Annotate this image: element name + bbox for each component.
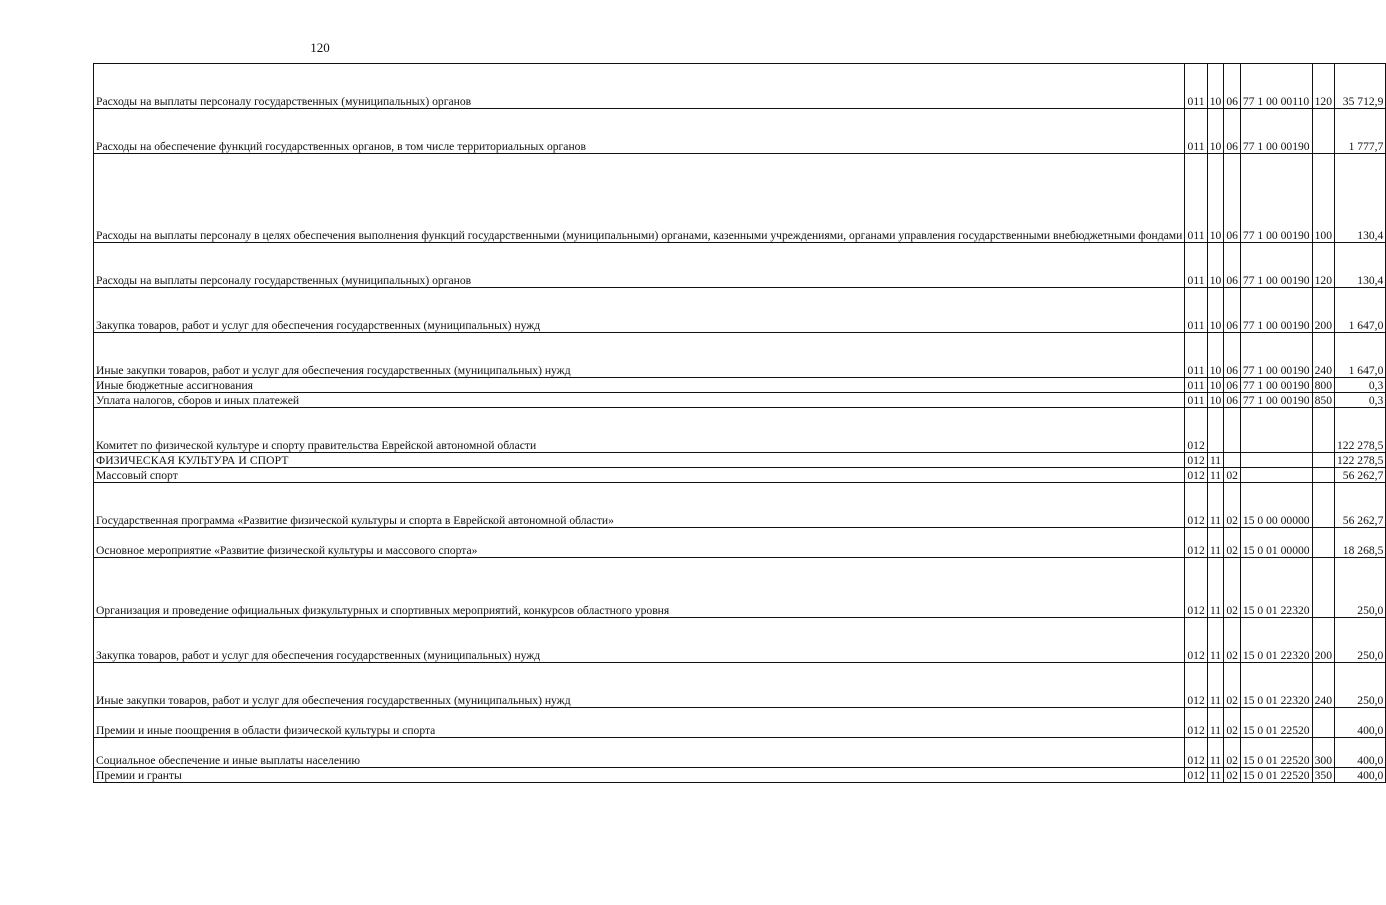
section-cell: 11: [1207, 618, 1224, 663]
section-cell: 11: [1207, 528, 1224, 558]
budget-table-body: [94, 64, 1386, 783]
expense-type-cell: [1312, 453, 1334, 468]
expense-type-cell: 120: [1312, 243, 1334, 288]
target-article-cell: [1240, 468, 1312, 483]
ved-cell: 011: [1185, 109, 1207, 154]
table-row: [94, 109, 1386, 154]
table-row: [94, 393, 1386, 408]
row-name-cell: Расходы на обеспечение функций государственных органов, в том числе территориальных органов: [94, 109, 1185, 154]
subsection-cell: 02: [1224, 558, 1241, 618]
target-article-cell: 15 0 01 22520: [1240, 768, 1312, 783]
ved-cell: 011: [1185, 154, 1207, 243]
ved-cell: 011: [1185, 378, 1207, 393]
section-cell: 10: [1207, 109, 1224, 154]
amount-cell: 130,4: [1334, 154, 1385, 243]
target-article-cell: 77 1 00 00190: [1240, 288, 1312, 333]
amount-cell: 56 262,7: [1334, 483, 1385, 528]
section-cell: 11: [1207, 708, 1224, 738]
subsection-cell: 06: [1224, 243, 1241, 288]
row-name-cell: Иные закупки товаров, работ и услуг для обеспечения государственных (муниципальных) нужд: [94, 333, 1185, 378]
row-name-cell: Массовый спорт: [94, 468, 1185, 483]
table-row: [94, 378, 1386, 393]
expense-type-cell: 300: [1312, 738, 1334, 768]
expense-type-cell: 200: [1312, 288, 1334, 333]
target-article-cell: 77 1 00 00110: [1240, 64, 1312, 109]
expense-type-cell: 850: [1312, 393, 1334, 408]
section-cell: 10: [1207, 393, 1224, 408]
row-name-cell: Иные закупки товаров, работ и услуг для обеспечения государственных (муниципальных) нужд: [94, 663, 1185, 708]
subsection-cell: 02: [1224, 468, 1241, 483]
section-cell: 11: [1207, 453, 1224, 468]
expense-type-cell: [1312, 708, 1334, 738]
ved-cell: 011: [1185, 333, 1207, 378]
target-article-cell: 15 0 00 00000: [1240, 483, 1312, 528]
ved-cell: 012: [1185, 618, 1207, 663]
subsection-cell: 06: [1224, 393, 1241, 408]
target-article-cell: [1240, 453, 1312, 468]
budget-table: [93, 63, 1386, 783]
amount-cell: 18 268,5: [1334, 528, 1385, 558]
amount-cell: 0,3: [1334, 378, 1385, 393]
amount-cell: 250,0: [1334, 618, 1385, 663]
expense-type-cell: [1312, 468, 1334, 483]
target-article-cell: 77 1 00 00190: [1240, 378, 1312, 393]
section-cell: 11: [1207, 738, 1224, 768]
expense-type-cell: [1312, 109, 1334, 154]
ved-cell: 012: [1185, 468, 1207, 483]
expense-type-cell: 350: [1312, 768, 1334, 783]
amount-cell: 56 262,7: [1334, 468, 1385, 483]
amount-cell: 400,0: [1334, 708, 1385, 738]
amount-cell: 1 777,7: [1334, 109, 1385, 154]
table-row: [94, 708, 1386, 738]
amount-cell: 250,0: [1334, 663, 1385, 708]
target-article-cell: 77 1 00 00190: [1240, 243, 1312, 288]
row-name-cell: Государственная программа «Развитие физической культуры и спорта в Еврейской автономной области»: [94, 483, 1185, 528]
subsection-cell: [1224, 453, 1241, 468]
table-row: [94, 408, 1386, 453]
section-cell: 10: [1207, 154, 1224, 243]
row-name-cell: Расходы на выплаты персоналу в целях обеспечения выполнения функций государственными (муниципальными) органами, казенными учреждениями, органами управления государственными внебюджетными фондами: [94, 154, 1185, 243]
expense-type-cell: 120: [1312, 64, 1334, 109]
ved-cell: 011: [1185, 288, 1207, 333]
expense-type-cell: [1312, 408, 1334, 453]
expense-type-cell: [1312, 528, 1334, 558]
expense-type-cell: 240: [1312, 663, 1334, 708]
table-row: [94, 483, 1386, 528]
ved-cell: 012: [1185, 408, 1207, 453]
section-cell: 11: [1207, 483, 1224, 528]
expense-type-cell: [1312, 558, 1334, 618]
ved-cell: 012: [1185, 708, 1207, 738]
ved-cell: 012: [1185, 663, 1207, 708]
amount-cell: 122 278,5: [1334, 453, 1385, 468]
subsection-cell: 02: [1224, 483, 1241, 528]
amount-cell: 122 278,5: [1334, 408, 1385, 453]
amount-cell: 0,3: [1334, 393, 1385, 408]
amount-cell: 35 712,9: [1334, 64, 1385, 109]
table-row: [94, 243, 1386, 288]
amount-cell: 400,0: [1334, 738, 1385, 768]
amount-cell: 1 647,0: [1334, 333, 1385, 378]
ved-cell: 012: [1185, 528, 1207, 558]
ved-cell: 012: [1185, 768, 1207, 783]
table-row: [94, 528, 1386, 558]
target-article-cell: [1240, 408, 1312, 453]
table-row: [94, 453, 1386, 468]
ved-cell: 011: [1185, 243, 1207, 288]
subsection-cell: 06: [1224, 154, 1241, 243]
amount-cell: 130,4: [1334, 243, 1385, 288]
table-row: [94, 768, 1386, 783]
expense-type-cell: 800: [1312, 378, 1334, 393]
section-cell: 10: [1207, 288, 1224, 333]
row-name-cell: Расходы на выплаты персоналу государственных (муниципальных) органов: [94, 64, 1185, 109]
subsection-cell: 02: [1224, 738, 1241, 768]
row-name-cell: Премии и иные поощрения в области физической культуры и спорта: [94, 708, 1185, 738]
table-row: [94, 468, 1386, 483]
row-name-cell: Уплата налогов, сборов и иных платежей: [94, 393, 1185, 408]
subsection-cell: 06: [1224, 64, 1241, 109]
expense-type-cell: 200: [1312, 618, 1334, 663]
row-name-cell: Основное мероприятие «Развитие физической культуры и массового спорта»: [94, 528, 1185, 558]
ved-cell: 011: [1185, 64, 1207, 109]
subsection-cell: 02: [1224, 663, 1241, 708]
amount-cell: 1 647,0: [1334, 288, 1385, 333]
table-row: [94, 558, 1386, 618]
target-article-cell: 15 0 01 22520: [1240, 708, 1312, 738]
row-name-cell: Иные бюджетные ассигнования: [94, 378, 1185, 393]
target-article-cell: 77 1 00 00190: [1240, 393, 1312, 408]
section-cell: [1207, 408, 1224, 453]
expense-type-cell: 240: [1312, 333, 1334, 378]
table-row: [94, 154, 1386, 243]
row-name-cell: Социальное обеспечение и иные выплаты населению: [94, 738, 1185, 768]
subsection-cell: 06: [1224, 333, 1241, 378]
section-cell: 11: [1207, 768, 1224, 783]
subsection-cell: 06: [1224, 288, 1241, 333]
table-row: [94, 333, 1386, 378]
row-name-cell: Закупка товаров, работ и услуг для обеспечения государственных (муниципальных) нужд: [94, 618, 1185, 663]
table-row: [94, 64, 1386, 109]
subsection-cell: 02: [1224, 708, 1241, 738]
target-article-cell: 15 0 01 22320: [1240, 558, 1312, 618]
row-name-cell: Расходы на выплаты персоналу государственных (муниципальных) органов: [94, 243, 1185, 288]
subsection-cell: 02: [1224, 618, 1241, 663]
ved-cell: 012: [1185, 453, 1207, 468]
table-row: [94, 738, 1386, 768]
subsection-cell: 06: [1224, 378, 1241, 393]
target-article-cell: 77 1 00 00190: [1240, 154, 1312, 243]
row-name-cell: Организация и проведение официальных физкультурных и спортивных мероприятий, конкурсов областного уровня: [94, 558, 1185, 618]
subsection-cell: [1224, 408, 1241, 453]
subsection-cell: 06: [1224, 109, 1241, 154]
row-name-cell: ФИЗИЧЕСКАЯ КУЛЬТУРА И СПОРТ: [94, 453, 1185, 468]
row-name-cell: Закупка товаров, работ и услуг для обеспечения государственных (муниципальных) нужд: [94, 288, 1185, 333]
section-cell: 11: [1207, 663, 1224, 708]
row-name-cell: Премии и гранты: [94, 768, 1185, 783]
section-cell: 10: [1207, 333, 1224, 378]
row-name-cell: Комитет по физической культуре и спорту правительства Еврейской автономной области: [94, 408, 1185, 453]
ved-cell: 012: [1185, 738, 1207, 768]
amount-cell: 250,0: [1334, 558, 1385, 618]
section-cell: 10: [1207, 378, 1224, 393]
section-cell: 10: [1207, 64, 1224, 109]
table-row: [94, 288, 1386, 333]
section-cell: 11: [1207, 468, 1224, 483]
expense-type-cell: 100: [1312, 154, 1334, 243]
section-cell: 11: [1207, 558, 1224, 618]
target-article-cell: 77 1 00 00190: [1240, 109, 1312, 154]
expense-type-cell: [1312, 483, 1334, 528]
ved-cell: 012: [1185, 483, 1207, 528]
target-article-cell: 15 0 01 22320: [1240, 663, 1312, 708]
table-row: [94, 663, 1386, 708]
target-article-cell: 15 0 01 22320: [1240, 618, 1312, 663]
ved-cell: 011: [1185, 393, 1207, 408]
subsection-cell: 02: [1224, 528, 1241, 558]
ved-cell: 012: [1185, 558, 1207, 618]
target-article-cell: 77 1 00 00190: [1240, 333, 1312, 378]
page-number: 120: [310, 40, 330, 55]
table-row: [94, 618, 1386, 663]
target-article-cell: 15 0 01 22520: [1240, 738, 1312, 768]
amount-cell: 400,0: [1334, 768, 1385, 783]
section-cell: 10: [1207, 243, 1224, 288]
target-article-cell: 15 0 01 00000: [1240, 528, 1312, 558]
subsection-cell: 02: [1224, 768, 1241, 783]
